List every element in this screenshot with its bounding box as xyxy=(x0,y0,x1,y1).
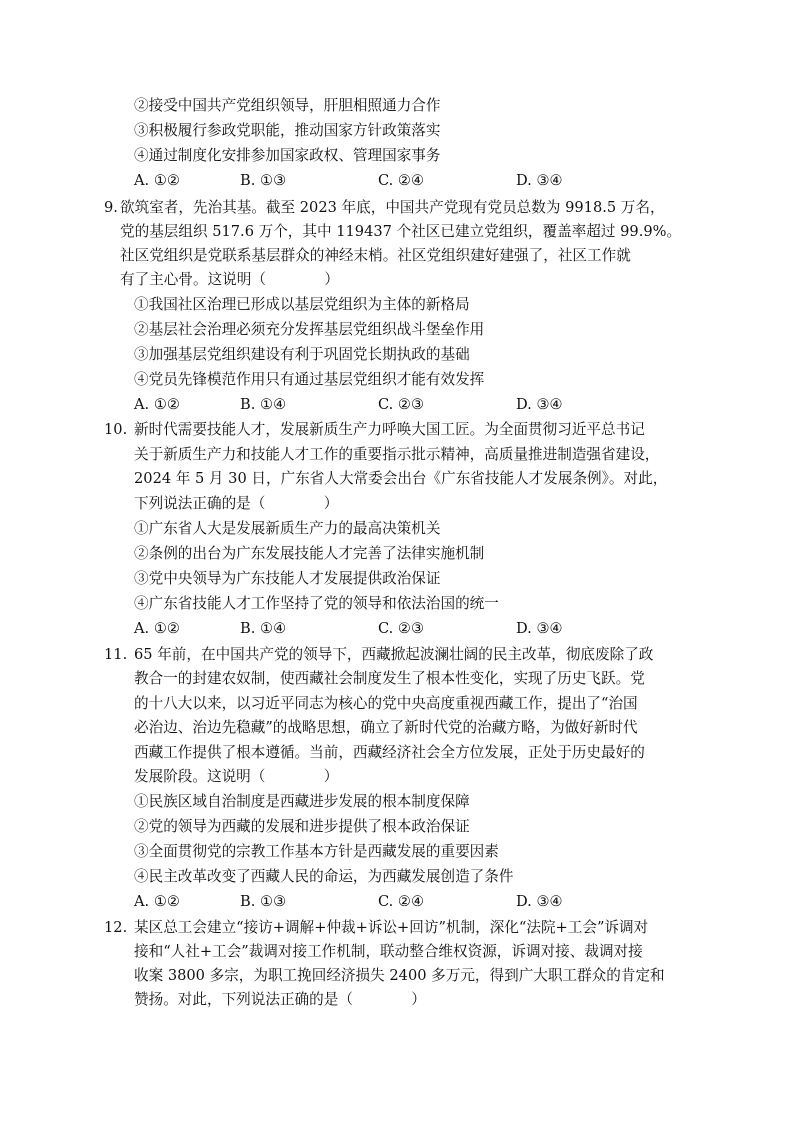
q10-item-1: ①广东省人大是发展新质生产力的最高决策机关 xyxy=(134,520,441,537)
q12-stem-line-4: 赞扬。对此，下列说法正确的是（ ） xyxy=(134,991,426,1008)
q9-item-2: ②基层社会治理必须充分发挥基层党组织战斗堡垒作用 xyxy=(134,321,485,338)
q12-number: 12. xyxy=(104,919,128,936)
q12-stem-line-3: 收案 3800 多宗，为职工挽回经济损失 2400 多万元，得到广大职工群众的肯定和 xyxy=(134,967,665,984)
q11-item-1: ①民族区域自治制度是西藏进步发展的根本制度保障 xyxy=(134,793,470,810)
q11-number: 11. xyxy=(104,646,128,663)
q10-number: 10. xyxy=(104,421,128,438)
q10-stem-line-1: 新时代需要技能人才，发展新质生产力呼唤大国工匠。为全面贯彻习近平总书记 xyxy=(134,421,645,438)
q9-stem-line-2: 党的基层组织 517.6 万个，其中 119437 个社区已建立党组织，覆盖率超过 99.9%。 xyxy=(120,223,682,240)
q10-stem-line-3: 2024 年 5 月 30 日，广东省人大常委会出台《广东省技能人才发展条例》。对此， xyxy=(134,470,668,487)
q11-stem-line-4: 必治边、治边先稳藏”的战略思想，确立了新时代党的治藏方略，为做好新时代 xyxy=(134,719,638,736)
q9-option-d: D. ③④ xyxy=(516,396,563,413)
q12-stem-line-1: 某区总工会建立“接访+调解+仲裁+诉讼+回访”机制，深化“法院+工会”诉调对 xyxy=(134,919,649,936)
q8-option-b: B. ①③ xyxy=(240,172,287,189)
q9-item-3: ③加强基层党组织建设有利于巩固党长期执政的基础 xyxy=(134,346,470,363)
q8-option-a: A. ①② xyxy=(134,172,180,189)
q11-option-c: C. ②④ xyxy=(378,893,425,910)
q9-option-a: A. ①② xyxy=(134,396,180,413)
q11-item-2: ②党的领导为西藏的发展和进步提供了根本政治保证 xyxy=(134,818,470,835)
q11-stem-line-3: 的十八大以来，以习近平同志为核心的党中央高度重视西藏工作，提出了“治国 xyxy=(134,695,638,712)
q11-stem-line-2: 教合一的封建农奴制，使西藏社会制度发生了根本性变化，实现了历史飞跃。党 xyxy=(134,670,645,687)
q11-option-b: B. ①③ xyxy=(240,893,287,910)
q8-item-2: ②接受中国共产党组织领导，肝胆相照通力合作 xyxy=(134,97,441,114)
q10-item-3: ③党中央领导为广东技能人才发展提供政治保证 xyxy=(134,570,441,587)
q11-option-a: A. ①② xyxy=(134,893,180,910)
q11-item-4: ④民主改革改变了西藏人民的命运，为西藏发展创造了条件 xyxy=(134,868,514,885)
q10-option-d: D. ③④ xyxy=(516,620,563,637)
q11-stem-line-1: 65 年前，在中国共产党的领导下，西藏掀起波澜壮阔的民主改革，彻底废除了政 xyxy=(134,646,654,663)
q9-stem-line-4: 有了主心骨。这说明（ ） xyxy=(120,271,339,288)
q9-stem-line-3: 社区党组织是党联系基层群众的神经末梢。社区党组织建好建强了，社区工作就 xyxy=(120,247,631,264)
q9-stem-line-1: 欲筑室者，先治其基。截至 2023 年底，中国共产党现有党员总数为 9918.5 万名， xyxy=(120,199,665,216)
q11-stem-line-6: 发展阶段。这说明（ ） xyxy=(134,768,339,785)
q12-stem-line-2: 接和“人社+工会”裁调对接工作机制，联动整合维权资源，诉调对接、裁调对接 xyxy=(134,943,643,960)
q10-option-b: B. ①④ xyxy=(240,620,287,637)
q10-item-4: ④广东省技能人才工作坚持了党的领导和依法治国的统一 xyxy=(134,595,499,612)
q10-option-c: C. ②③ xyxy=(378,620,425,637)
q8-option-d: D. ③④ xyxy=(516,172,563,189)
q8-option-c: C. ②④ xyxy=(378,172,425,189)
q9-item-4: ④党员先锋模范作用只有通过基层党组织才能有效发挥 xyxy=(134,371,485,388)
q10-item-2: ②条例的出台为广东发展技能人才完善了法律实施机制 xyxy=(134,545,485,562)
q9-number: 9. xyxy=(104,199,118,216)
q8-item-3: ③积极履行参政党职能，推动国家方针政策落实 xyxy=(134,122,441,139)
q10-option-a: A. ①② xyxy=(134,620,180,637)
q10-stem-line-4: 下列说法正确的是（ ） xyxy=(134,495,339,512)
q11-option-d: D. ③④ xyxy=(516,893,563,910)
q11-item-3: ③全面贯彻党的宗教工作基本方针是西藏发展的重要因素 xyxy=(134,843,499,860)
q8-item-4: ④通过制度化安排参加国家政权、管理国家事务 xyxy=(134,147,441,164)
q10-stem-line-2: 关于新质生产力和技能人才工作的重要指示批示精神，高质量推进制造强省建设， xyxy=(134,446,660,463)
q11-stem-line-5: 西藏工作提供了根本遵循。当前，西藏经济社会全方位发展，正处于历史最好的 xyxy=(134,744,645,761)
q9-option-b: B. ①④ xyxy=(240,396,287,413)
q9-option-c: C. ②③ xyxy=(378,396,425,413)
q9-item-1: ①我国社区治理已形成以基层党组织为主体的新格局 xyxy=(134,296,470,313)
